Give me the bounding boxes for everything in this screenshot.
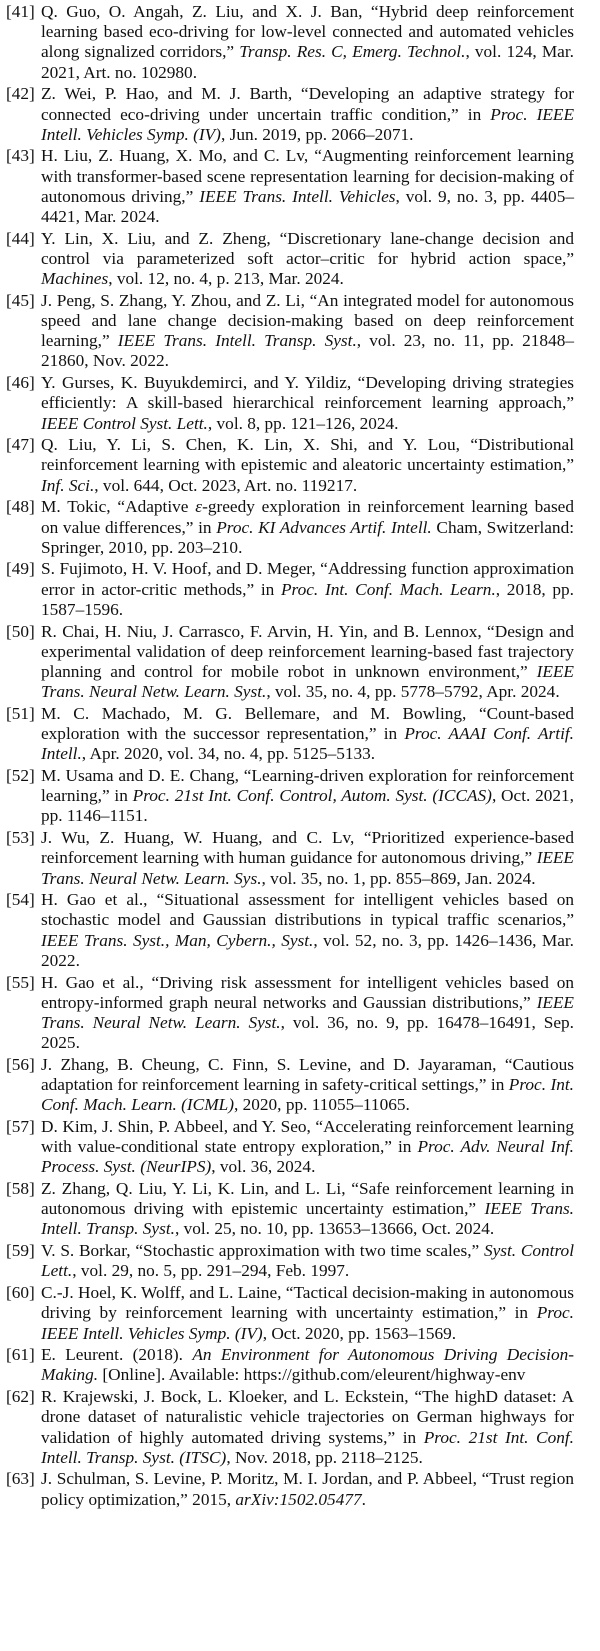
reference-entry [6,229,574,290]
reference-venue: arXiv:1502.05477 [235,1489,362,1509]
reference-segment: D. Kim, J. Shin, P. Abbeel, and Y. Seo, “Accelerating reinforcement learning with value-conditional state entropy exploration,” in [41,1116,574,1157]
reference-entry [6,1055,574,1116]
reference-entry [6,497,574,558]
reference-entry [6,704,574,765]
reference-venue: Syst. Control Lett. [41,1241,574,1281]
reference-segment: , Oct. 2020, pp. 1563–1569. [262,1323,457,1343]
reference-entry [6,146,574,227]
reference-number: [52] [6,766,35,786]
reference-text [41,766,574,827]
reference-segment: , vol. 35, no. 1, pp. 855–869, Jan. 2024. [261,868,536,888]
reference-segment: , vol. 35, no. 4, pp. 5778–5792, Apr. 2024. [266,682,560,702]
reference-venue: ε [195,497,203,517]
reference-text [41,1345,574,1385]
reference-entry [6,622,574,703]
reference-text [41,229,574,290]
reference-segment: Q. Guo, O. Angah, Z. Liu, and X. J. Ban, “Hybrid deep reinforcement learning based eco-driving for low-level connected and automated vehicles along signalized corridors,” [41,2,574,62]
reference-entry [6,828,574,889]
reference-venue: IEEE Trans. Neural Netw. Learn. Syst. [41,662,574,702]
reference-entry [6,890,574,971]
reference-segment: Z. Zhang, Q. Liu, Y. Li, K. Lin, and L. Li, “Safe reinforcement learning in autonomous driving with epistemic uncertainty estimation,” [41,1179,574,1219]
reference-segment: , 2020, pp. 11055–11065. [233,1095,410,1115]
reference-segment: -greedy exploration in reinforcement learning based on value differences,” in [41,497,574,537]
reference-text [41,559,574,620]
reference-segment: J. Wu, Z. Huang, W. Huang, and C. Lv, “Prioritized experience-based reinforcement learning with human guidance for autonomous driving,” [41,828,574,868]
reference-entry [6,84,574,145]
reference-entry [6,559,574,620]
reference-segment: H. Liu, Z. Huang, X. Mo, and C. Lv, “Augmenting reinforcement learning with transformer-based scene representation learning for decision-making of autonomous driving,” [41,146,574,206]
reference-segment: J. Schulman, S. Levine, P. Moritz, M. I. Jordan, and P. Abbeel, “Trust region policy optimization,” 2015, [41,1469,574,1509]
reference-entry [6,766,574,827]
reference-segment: M. Usama and D. E. Chang, “Learning-driven exploration for reinforcement learning,” in [41,766,574,806]
reference-segment: R. Krajewski, J. Bock, L. Kloeker, and L. Eckstein, “The highD dataset: A drone dataset of naturalistic vehicle trajectories on German highways for validation of highly automated driving systems,” in [41,1387,574,1447]
reference-entry [6,1283,574,1344]
reference-segment: , vol. 25, no. 10, pp. 13653–13666, Oct. 2024. [174,1219,495,1239]
reference-text [41,1179,574,1240]
reference-number: [43] [6,146,35,166]
reference-text [41,84,574,145]
reference-number: [42] [6,84,35,104]
reference-number: [57] [6,1116,35,1136]
reference-segment: , vol. 124, Mar. 2021, Art. no. 102980. [41,42,574,82]
reference-number: [62] [6,1387,35,1407]
reference-segment: , vol. 36, 2024. [211,1157,316,1177]
reference-segment: H. Gao et al., “Driving risk assessment for intelligent vehicles based on entropy-informed graph neural networks and Gaussian distributions,” [41,972,574,1012]
reference-number: [41] [6,2,35,21]
reference-segment: Y. Lin, X. Liu, and Z. Zheng, “Discretionary lane-change decision and control via parameterized soft actor–critic for hybrid action space,” [41,228,574,268]
reference-entry [6,291,574,372]
reference-number: [60] [6,1283,35,1303]
reference-segment: Y. Gurses, K. Buyukdemirci, and Y. Yildiz, “Developing driving strategies efficiently: A skill-based hierarchical reinforcement learning approach,” [41,373,574,413]
reference-venue: Proc. 21st Int. Conf. Intell. Transp. Syst. (ITSC) [41,1427,574,1467]
reference-venue: Transp. Res. C, Emerg. Technol. [239,42,466,62]
reference-text [41,497,574,558]
reference-venue: Proc. Int. Conf. Mach. Learn. (ICML) [41,1075,575,1115]
reference-number: [59] [6,1241,35,1261]
reference-text [41,146,574,227]
reference-text [41,890,574,971]
reference-number: [49] [6,559,35,579]
reference-number: [54] [6,890,35,910]
reference-entry [6,1469,574,1509]
reference-text [41,704,574,765]
reference-venue: IEEE Trans. Neural Netw. Learn. Sys. [41,848,574,888]
reference-text [41,1055,574,1116]
reference-segment: , vol. 52, no. 3, pp. 1426–1436, Mar. 2022. [41,930,574,970]
reference-text [41,1283,574,1344]
reference-text [41,373,574,434]
reference-segment: , Oct. 2021, pp. 1146–1151. [41,786,574,826]
reference-number: [58] [6,1179,35,1199]
reference-venue: Proc. Int. Conf. Mach. Learn. [280,579,496,599]
reference-text [41,435,574,496]
reference-entry [6,435,574,496]
reference-entry [6,1117,574,1178]
reference-list [6,2,574,1510]
reference-segment: , Nov. 2018, pp. 2118–2125. [226,1447,423,1467]
reference-segment: , vol. 36, no. 9, pp. 16478–16491, Sep. 2025. [41,1012,574,1053]
reference-text [41,1117,574,1178]
reference-number: [61] [6,1345,35,1365]
reference-segment: Z. Wei, P. Hao, and M. J. Barth, “Developing an adaptive strategy for connected eco-driving under uncertain traffic condition,” in [41,84,574,124]
reference-segment: M. C. Machado, M. G. Bellemare, and M. Bowling, “Count-based exploration with the successor representation,” in [41,703,574,744]
reference-number: [50] [6,621,35,641]
reference-entry [6,373,574,434]
reference-text [41,622,574,703]
reference-venue: IEEE Control Syst. Lett. [41,413,208,433]
reference-segment: , vol. 23, no. 11, pp. 21848–21860, Nov. 2022. [41,331,574,371]
reference-segment: V. S. Borkar, “Stochastic approximation with two time scales,” [41,1241,484,1261]
reference-segment: R. Chai, H. Niu, J. Carrasco, F. Arvin, H. Yin, and B. Lennox, “Design and experimental validation of deep reinforcement learning-based fast trajectory planning and control for mobile robot in unknown environment,” [41,621,574,681]
reference-number: [46] [6,373,35,393]
reference-entry [6,1345,574,1385]
reference-entry [6,1241,574,1281]
reference-venue: Proc. IEEE Intell. Vehicles Symp. (IV) [41,104,575,144]
reference-venue: Proc. 21st Int. Conf. Control, Autom. Syst. (ICCAS) [132,786,492,806]
reference-segment: Q. Liu, Y. Li, S. Chen, K. Lin, X. Shi, and Y. Lou, “Distributional reinforcement learning with epistemic and aleatoric uncertainty estimation,” [41,435,574,475]
reference-number: [45] [6,290,35,310]
reference-entry [6,1387,574,1468]
reference-text [41,1469,574,1509]
reference-segment: H. Gao et al., “Situational assessment for intelligent vehicles based on stochastic model and Gaussian distributions in typical traffic scenarios,” [41,890,574,930]
reference-number: [63] [6,1469,35,1489]
reference-entry [6,973,574,1054]
reference-venue: An Environment for Autonomous Driving Decision-Making. [41,1345,574,1385]
reference-number: [48] [6,497,35,517]
reference-segment: , vol. 29, no. 5, pp. 291–294, Feb. 1997. [72,1261,350,1281]
reference-entry [6,1179,574,1240]
reference-venue: Machines [41,269,109,289]
reference-segment: E. Leurent. (2018). [41,1345,193,1365]
reference-segment: S. Fujimoto, H. V. Hoof, and D. Meger, “Addressing function approximation error in actor-critic methods,” in [41,559,574,599]
reference-number: [53] [6,828,35,848]
reference-venue: Inf. Sci. [41,475,95,495]
reference-venue: IEEE Trans. Neural Netw. Learn. Syst. [41,992,574,1032]
reference-number: [44] [6,228,35,248]
reference-segment: Cham, Switzerland: Springer, 2010, pp. 203–210. [41,517,575,557]
reference-venue: IEEE Trans. Intell. Vehicles [199,186,396,206]
reference-text [41,291,574,372]
reference-number: [56] [6,1054,35,1074]
reference-segment: , vol. 644, Oct. 2023, Art. no. 119217. [94,475,358,495]
reference-text [41,2,574,83]
reference-number: [51] [6,703,35,723]
reference-text [41,1387,574,1468]
reference-venue: Proc. Adv. Neural Inf. Process. Syst. (NeurIPS) [41,1137,574,1177]
reference-venue: IEEE Trans. Intell. Transp. Syst. [41,1199,574,1239]
reference-segment: , vol. 8, pp. 121–126, 2024. [207,413,399,433]
reference-segment: [Online]. Available: https://github.com/eleurent/highway-env [98,1365,526,1385]
reference-segment: . [361,1489,366,1509]
reference-text [41,828,574,889]
reference-text [41,973,574,1054]
reference-segment: , vol. 9, no. 3, pp. 4405–4421, Mar. 2024. [41,186,574,227]
reference-entry [6,2,574,83]
reference-venue: Proc. AAAI Conf. Artif. Intell. [41,724,575,764]
reference-segment: J. Peng, S. Zhang, Y. Zhou, and Z. Li, “An integrated model for autonomous speed and lane change decision-making based on deep reinforcement learning,” [41,290,574,351]
reference-text [41,1241,574,1281]
reference-number: [47] [6,435,35,455]
reference-segment: M. Tokic, “Adaptive [41,497,196,517]
reference-segment: , Apr. 2020, vol. 34, no. 4, pp. 5125–5133. [81,744,376,764]
reference-segment: C.-J. Hoel, K. Wolff, and L. Laine, “Tactical decision-making in autonomous driving by reinforcement learning with uncertainty estimation,” in [41,1283,574,1323]
reference-venue: Proc. KI Advances Artif. Intell. [216,517,432,537]
reference-segment: J. Zhang, B. Cheung, C. Finn, S. Levine, and D. Jayaraman, “Cautious adaptation for reinforcement learning in safety-critical settings,” in [41,1054,574,1095]
reference-venue: Proc. IEEE Intell. Vehicles Symp. (IV) [41,1303,574,1343]
reference-segment: , 2018, pp. 1587–1596. [41,579,574,619]
reference-segment: , vol. 12, no. 4, p. 213, Mar. 2024. [108,269,344,289]
reference-venue: IEEE Trans. Intell. Transp. Syst. [117,331,357,351]
reference-venue: IEEE Trans. Syst., Man, Cybern., Syst. [41,930,314,950]
reference-number: [55] [6,972,35,992]
reference-segment: , Jun. 2019, pp. 2066–2071. [220,124,414,144]
